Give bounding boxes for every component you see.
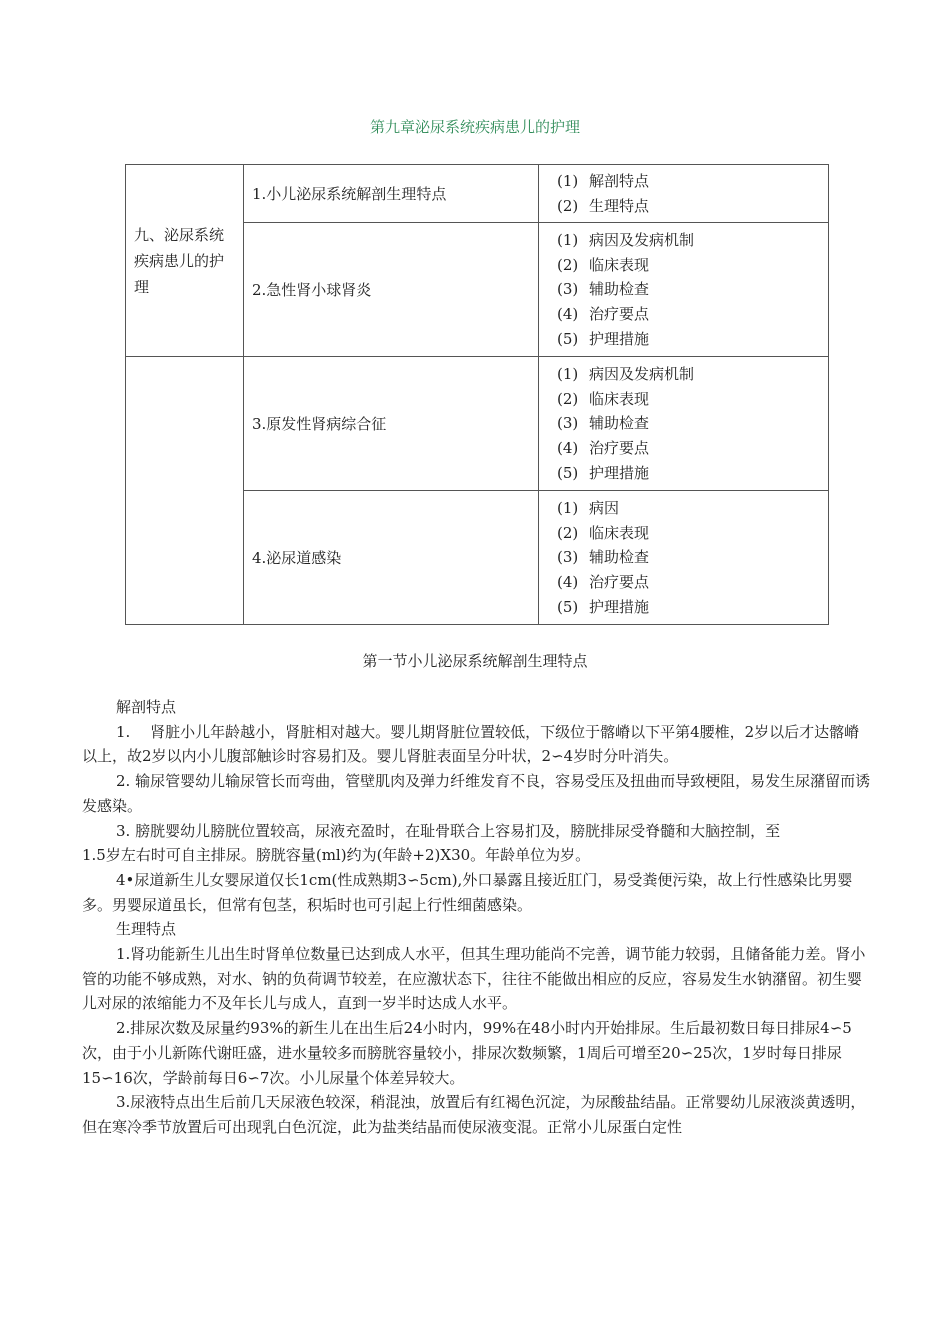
subtopic-list bbox=[539, 223, 829, 357]
paragraph: 3.尿液特点出生后前几天尿液色较深，稍混浊，放置后有红褐色沉淀，为尿酸盐结晶。正常婴幼儿尿液淡黄透明，但在寒冷季节放置后可出现乳白色沉淀，此为盐类结晶而使尿液变混。正常小儿尿蛋白定性 bbox=[82, 1093, 866, 1136]
topic-cell: 4.泌尿道感染 bbox=[244, 491, 539, 625]
list-item: (4) 治疗要点 bbox=[557, 304, 650, 323]
paragraph: 1. 肾脏小儿年龄越小，肾脏相对越大。婴儿期肾脏位置较低，下级位于髂嵴以下平第4腰椎，2岁以后才达髂嵴以上，故2岁以内小儿腹部触诊时容易扪及。婴儿肾脏表面呈分叶状，2∽4岁时分叶消失。 bbox=[82, 722, 860, 766]
paragraph: 1.肾功能新生儿出生时肾单位数量已达到成人水平，但其生理功能尚不完善，调节能力较弱，且储备能力差。肾小管的功能不够成熟，对水、钠的负荷调节较差，在应激状态下，往往不能做出相应的反应，容易发生水钠潴留。初生婴儿对尿的浓缩能力不及年长儿与成人，直到一岁半时达成人水平。 bbox=[82, 945, 866, 1013]
outline-table bbox=[125, 164, 829, 625]
list-item: (2) 生理特点 bbox=[557, 196, 650, 215]
page-title: 第九章泌尿系统疾病患儿的护理 bbox=[369, 118, 580, 136]
topic-cell: 2.急性肾小球肾炎 bbox=[244, 223, 539, 357]
list-item: (3) 辅助检查 bbox=[557, 548, 650, 567]
paragraph: 3. 膀胱婴幼儿膀胱位置较高，尿液充盈时，在耻骨联合上容易扪及，膀胱排尿受脊髓和大脑控制，至 bbox=[116, 821, 781, 840]
list-item: (5) 护理措施 bbox=[557, 329, 650, 348]
subtopic-list bbox=[539, 165, 829, 223]
paragraph: 生理特点 bbox=[116, 920, 177, 939]
list-item: (3) 辅助检查 bbox=[557, 280, 650, 299]
list-item: (1) 解剖特点 bbox=[557, 172, 650, 190]
paragraph: 4•尿道新生儿女婴尿道仅长1cm(性成熟期3∽5cm),外口暴露且接近肛门，易受粪便污染，故上行性感染比男婴多。男婴尿道虽长，但常有包茎，积垢时也可引起上行性细菌感染。 bbox=[82, 870, 853, 914]
section-title: 第一节小儿泌尿系统解剖生理特点 bbox=[362, 652, 588, 670]
table-row bbox=[126, 357, 829, 491]
topic-cell: 3.原发性肾病综合征 bbox=[244, 357, 539, 491]
list-item: (4) 治疗要点 bbox=[557, 438, 650, 457]
list-item: (3) 辅助检查 bbox=[557, 414, 650, 433]
group-label-empty bbox=[126, 357, 244, 625]
body-text bbox=[82, 695, 872, 1140]
list-item: (2) 临床表现 bbox=[557, 389, 650, 408]
list-item: (4) 治疗要点 bbox=[557, 572, 650, 591]
paragraph: 1.5岁左右时可自主排尿。膀胱容量(ml)约为(年龄+2)X30。年龄单位为岁。 bbox=[82, 846, 591, 865]
topic-cell: 1.小儿泌尿系统解剖生理特点 bbox=[244, 165, 539, 223]
subtopic-list bbox=[539, 491, 829, 625]
list-item: (1) 病因 bbox=[557, 499, 620, 518]
paragraph: 2.排尿次数及尿量约93%的新生儿在出生后24小时内，99%在48小时内开始排尿。生后最初数日每日排尿4∽5次，由于小儿新陈代谢旺盛，进水量较多而膀胱容量较小，排尿次数频繁，1周后可增至20∽25次，1岁时每日排尿15∽16次，学龄前每日6∽7次。小儿尿量个体差异较大。 bbox=[82, 1019, 852, 1087]
list-item: (1) 病因及发病机制 bbox=[557, 231, 695, 250]
paragraph: 2. 输尿管婴幼儿输尿管长而弯曲，管壁肌肉及弹力纤维发育不良，容易受压及扭曲而导致梗阻，易发生尿潴留而诱发感染。 bbox=[82, 772, 871, 815]
table-row bbox=[126, 165, 829, 223]
paragraph: 解剖特点 bbox=[116, 698, 177, 716]
list-item: (5) 护理措施 bbox=[557, 463, 650, 482]
list-item: (2) 临床表现 bbox=[557, 255, 650, 274]
list-item: (5) 护理措施 bbox=[557, 597, 650, 616]
group-label: 九、泌尿系统疾病患儿的护理 bbox=[126, 165, 244, 357]
subtopic-list bbox=[539, 357, 829, 491]
list-item: (2) 临床表现 bbox=[557, 523, 650, 542]
list-item: (1) 病因及发病机制 bbox=[557, 365, 695, 384]
